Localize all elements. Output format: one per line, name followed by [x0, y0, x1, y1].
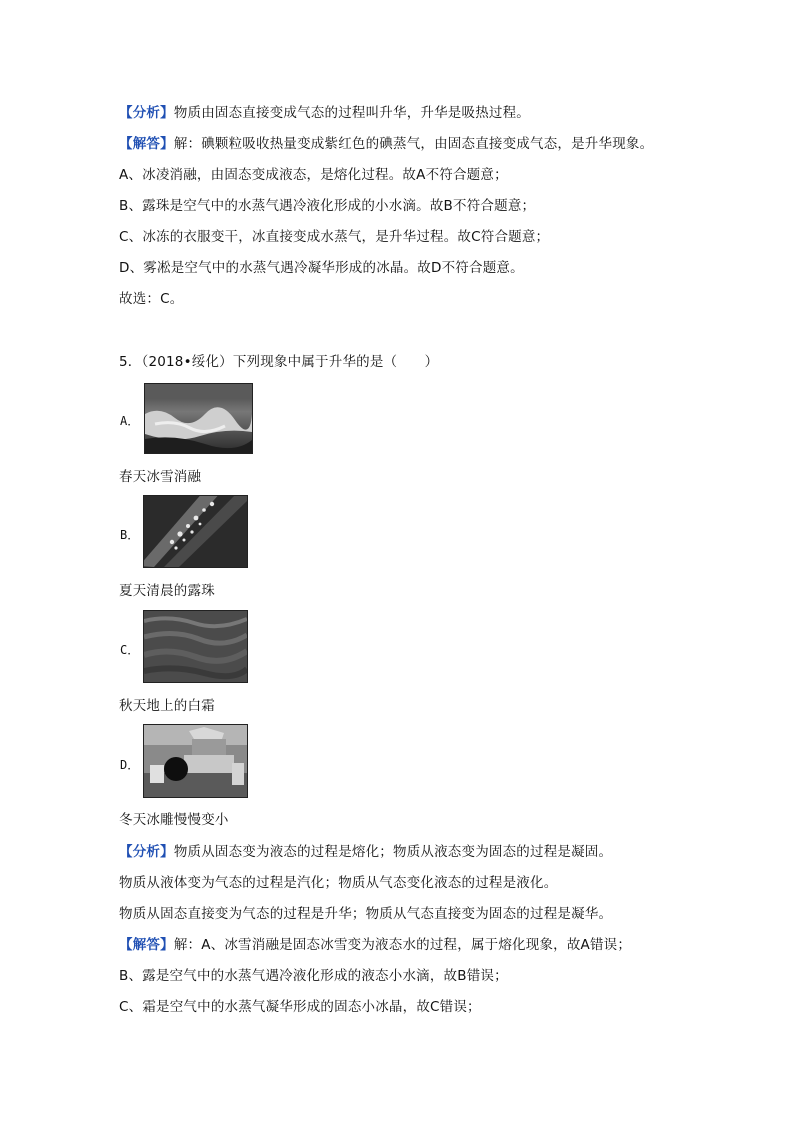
- answer-detail-a: A、冰凌消融，由固态变成液态，是熔化过程。故A不符合题意；: [119, 167, 508, 183]
- analysis-detail-1: 物质从液体变为气态的过程是汽化；物质从气态变化液态的过程是液化。: [119, 875, 558, 891]
- answer-choice: 故选：C。: [119, 291, 184, 307]
- option-c-caption: 秋天地上的白霜: [119, 698, 215, 714]
- answer-detail-d: D、雾凇是空气中的水蒸气遇冷凝华形成的冰晶。故D不符合题意。: [119, 260, 524, 276]
- analysis-text: 物质由固态直接变成气态的过程叫升华，升华是吸热过程。: [173, 105, 531, 121]
- answer-detail-c: C、霜是空气中的水蒸气凝华形成的固态小冰晶，故C错误；: [119, 999, 481, 1015]
- option-b-label: B．: [120, 528, 140, 542]
- analysis-tag: 【分析】: [119, 844, 174, 860]
- question-stem: 5．（2018•绥化）下列现象中属于升华的是（ ）: [119, 354, 439, 370]
- answer-line: [119, 936, 631, 954]
- ice-melting-photo: [144, 383, 253, 454]
- answer-text: 解：A、冰雪消融是固态冰雪变为液态水的过程，属于熔化现象，故A错误；: [173, 937, 632, 953]
- dew-drops-photo: [143, 495, 248, 568]
- answer-text: 解：碘颗粒吸收热量变成紫红色的碘蒸气，由固态直接变成气态，是升华现象。: [173, 136, 654, 152]
- option-c-label: C．: [120, 643, 140, 657]
- answer-detail-c: C、冰冻的衣服变干，冰直接变成水蒸气，是升华过程。故C符合题意；: [119, 229, 550, 245]
- answer-detail-b: B、露是空气中的水蒸气遇冷液化形成的液态小水滴，故B错误；: [119, 968, 508, 984]
- ice-sculpture-photo: [143, 724, 248, 798]
- answer-line-prev: [119, 135, 653, 153]
- option-b-caption: 夏天清晨的露珠: [119, 583, 215, 599]
- answer-detail-b: B、露珠是空气中的水蒸气遇冷液化形成的小水滴。故B不符合题意；: [119, 198, 536, 214]
- analysis-line: [119, 843, 612, 861]
- analysis-detail-2: 物质从固态直接变为气态的过程是升华；物质从气态直接变为固态的过程是凝华。: [119, 906, 613, 922]
- analysis-text: 物质从固态变为液态的过程是熔化；物质从液态变为固态的过程是凝固。: [173, 844, 613, 860]
- answer-tag: 【解答】: [119, 136, 174, 152]
- option-a-label: A．: [120, 414, 140, 428]
- option-d-label: D．: [120, 758, 140, 772]
- option-a-caption: 春天冰雪消融: [119, 469, 202, 485]
- answer-tag: 【解答】: [119, 937, 174, 953]
- frost-ground-photo: [143, 610, 248, 683]
- option-d-caption: 冬天冰雕慢慢变小: [119, 812, 229, 828]
- analysis-tag: 【分析】: [119, 105, 174, 121]
- analysis-line-prev: [119, 104, 530, 122]
